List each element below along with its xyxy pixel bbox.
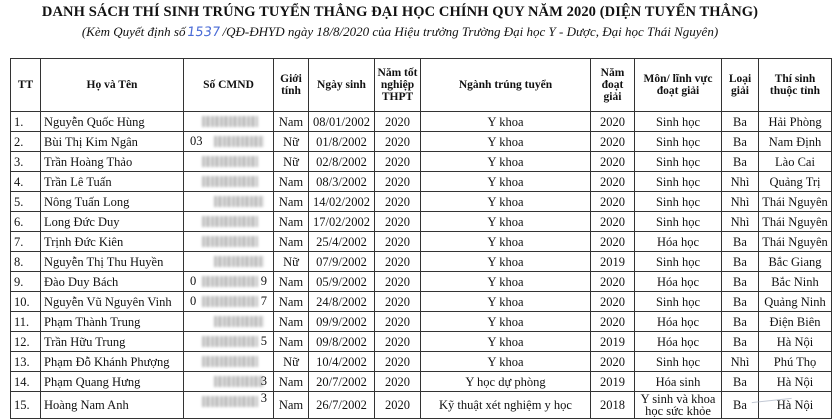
redacted-id-mark: [202, 356, 258, 367]
cell-name: Hoàng Nam Anh: [41, 392, 184, 419]
table-row: [11, 152, 832, 172]
cell-tt: 11.: [11, 312, 41, 332]
cell-grad-year: 2020: [375, 392, 421, 419]
cell-grad-year: 2020: [375, 252, 421, 272]
cell-dob: 10/4/2002: [309, 352, 375, 372]
cell-tt: 4.: [11, 172, 41, 192]
cell-major: Y khoa: [421, 192, 591, 212]
cell-tt: 7.: [11, 232, 41, 252]
cell-award-year: 2020: [591, 352, 635, 372]
cell-cmnd: [184, 232, 274, 252]
cell-dob: 09/9/2002: [309, 312, 375, 332]
cell-name: Trần Hữu Trung: [41, 332, 184, 352]
redacted-id-mark: [202, 216, 258, 227]
header-major: Ngành trúng tuyển: [421, 59, 591, 112]
cell-grad-year: 2020: [375, 272, 421, 292]
cell-name: Đào Duy Bách: [41, 272, 184, 292]
cell-subject: Hóa học: [635, 312, 722, 332]
cell-name: Trần Lê Tuấn: [41, 172, 184, 192]
cell-grad-year: 2020: [375, 352, 421, 372]
cell-award: Ba: [722, 272, 759, 292]
table-row: [11, 332, 832, 352]
cell-award-year: 2020: [591, 312, 635, 332]
table-row: [11, 172, 832, 192]
header-award: Loại giải: [722, 59, 759, 112]
header-tt: TT: [11, 59, 41, 112]
cell-award: Nhì: [722, 352, 759, 372]
cell-subject: Hóa học: [635, 272, 722, 292]
cell-major: Y khoa: [421, 332, 591, 352]
redacted-id-mark: [202, 176, 258, 187]
header-subject: Môn/ lĩnh vực đoạt giải: [635, 59, 722, 112]
cell-award-year: 2019: [591, 332, 635, 352]
cell-dob: 24/8/2002: [309, 292, 375, 312]
cell-gender: Nữ: [274, 252, 309, 272]
cell-award-year: 2020: [591, 152, 635, 172]
cell-grad-year: 2020: [375, 332, 421, 352]
cell-award: Nhì: [722, 192, 759, 212]
admission-table: [10, 58, 832, 419]
cell-province: Nam Định: [759, 132, 832, 152]
cell-province: Hà Nội: [759, 392, 832, 419]
cell-subject: Hóa học: [635, 332, 722, 352]
cell-grad-year: 2020: [375, 112, 421, 132]
cmnd-visible-prefix: 0: [190, 294, 197, 308]
header-award-year: Năm đoạt giải: [591, 59, 635, 112]
cell-subject: Sinh học: [635, 352, 722, 372]
cell-province: Lào Cai: [759, 152, 832, 172]
cell-award: Ba: [722, 132, 759, 152]
cell-subject: Y sinh và khoa học sức khỏe: [635, 392, 722, 419]
cell-subject: Sinh học: [635, 252, 722, 272]
cell-award-year: 2020: [591, 272, 635, 292]
cell-province: Thái Nguyên: [759, 192, 832, 212]
cell-major: Y khoa: [421, 252, 591, 272]
cell-tt: 14.: [11, 372, 41, 392]
cell-name: Phạm Quang Hưng: [41, 372, 184, 392]
header-province: Thí sinh thuộc tỉnh: [759, 59, 832, 112]
cell-dob: 08/3/2002: [309, 172, 375, 192]
table-row: [11, 112, 832, 132]
table-header-row: [11, 59, 832, 112]
table-row: [11, 392, 832, 419]
cell-gender: Nam: [274, 272, 309, 292]
cell-cmnd: [184, 252, 274, 272]
cell-cmnd: [184, 292, 274, 312]
cell-major: Y khoa: [421, 132, 591, 152]
redacted-id-mark: [214, 316, 264, 327]
cmnd-visible-suffix: 3: [260, 391, 267, 405]
cell-subject: Hóa sinh: [635, 372, 722, 392]
cell-major: Y học dự phòng: [421, 372, 591, 392]
cell-name: Phạm Đỗ Khánh Phượng: [41, 352, 184, 372]
cell-subject: Sinh học: [635, 152, 722, 172]
cell-province: Điện Biên: [759, 312, 832, 332]
cell-major: Y khoa: [421, 212, 591, 232]
cell-award-year: 2019: [591, 252, 635, 272]
cell-award-year: 2020: [591, 212, 635, 232]
cell-name: Long Đức Duy: [41, 212, 184, 232]
cell-award: Ba: [722, 112, 759, 132]
cell-name: Nguyễn Quốc Hùng: [41, 112, 184, 132]
redacted-id-mark: [202, 116, 258, 127]
cmnd-visible-suffix: 9: [260, 274, 267, 288]
cell-award: Ba: [722, 292, 759, 312]
cell-cmnd: [184, 372, 274, 392]
redacted-id-mark: [202, 396, 258, 407]
cell-grad-year: 2020: [375, 192, 421, 212]
cell-cmnd: [184, 312, 274, 332]
cell-subject: Sinh học: [635, 212, 722, 232]
cell-major: Y khoa: [421, 352, 591, 372]
redacted-id-mark: [202, 236, 258, 247]
table-row: [11, 252, 832, 272]
cell-province: Phú Thọ: [759, 352, 832, 372]
cmnd-visible-prefix: 0: [190, 274, 197, 288]
cell-province: Quảng Trị: [759, 172, 832, 192]
cell-award-year: 2020: [591, 132, 635, 152]
cell-province: Thái Nguyên: [759, 212, 832, 232]
cell-major: Kỹ thuật xét nghiệm y học: [421, 392, 591, 419]
cmnd-visible-suffix: 7: [260, 294, 267, 308]
cell-cmnd: [184, 272, 274, 292]
cell-gender: Nam: [274, 392, 309, 419]
cell-gender: Nam: [274, 112, 309, 132]
cell-award: Ba: [722, 232, 759, 252]
table-row: [11, 352, 832, 372]
cell-name: Trần Hoàng Thảo: [41, 152, 184, 172]
cell-award: Ba: [722, 152, 759, 172]
cell-gender: Nam: [274, 212, 309, 232]
subtitle-suffix: /QĐ-ĐHYD ngày 18/8/2020 của Hiệu trưởng Trường Đại học Y - Dược, Đại học Thái Nguyên): [222, 24, 719, 39]
cell-tt: 5.: [11, 192, 41, 212]
cell-tt: 9.: [11, 272, 41, 292]
cell-grad-year: 2020: [375, 152, 421, 172]
cell-dob: 17/02/2002: [309, 212, 375, 232]
redacted-id-mark: [202, 296, 258, 307]
cell-grad-year: 2020: [375, 172, 421, 192]
cell-award: Ba: [722, 392, 759, 419]
cell-major: Y khoa: [421, 172, 591, 192]
cell-gender: Nam: [274, 292, 309, 312]
cell-grad-year: 2020: [375, 232, 421, 252]
cell-award: Nhì: [722, 212, 759, 232]
cell-award: Ba: [722, 312, 759, 332]
cell-dob: 14/02/2002: [309, 192, 375, 212]
cell-grad-year: 2020: [375, 212, 421, 232]
cell-award: Nhì: [722, 172, 759, 192]
cell-major: Y khoa: [421, 152, 591, 172]
cell-major: Y khoa: [421, 312, 591, 332]
document-title: DANH SÁCH THÍ SINH TRÚNG TUYỂN THẲNG ĐẠI HỌC CHÍNH QUY NĂM 2020 (DIỆN TUYỂN THẲNG): [41, 4, 759, 20]
cell-cmnd: [184, 332, 274, 352]
cell-major: Y khoa: [421, 232, 591, 252]
cell-award-year: 2020: [591, 172, 635, 192]
cell-award: Ba: [722, 332, 759, 352]
cell-cmnd: [184, 392, 274, 419]
cell-dob: 08/01/2002: [309, 112, 375, 132]
header-gender: Giới tính: [274, 59, 309, 112]
cell-grad-year: 2020: [375, 312, 421, 332]
cell-dob: 07/9/2002: [309, 252, 375, 272]
cell-cmnd: [184, 352, 274, 372]
cell-cmnd: [184, 152, 274, 172]
redacted-id-mark: [214, 376, 264, 387]
redacted-id-mark: [214, 256, 264, 267]
cell-dob: 25/4/2002: [309, 232, 375, 252]
cell-grad-year: 2020: [375, 372, 421, 392]
cell-name: Trịnh Đức Kiên: [41, 232, 184, 252]
cell-subject: Sinh học: [635, 292, 722, 312]
cell-dob: 26/7/2002: [309, 392, 375, 419]
header-cmnd: Số CMND: [184, 59, 274, 112]
table-row: [11, 372, 832, 392]
cell-gender: Nam: [274, 312, 309, 332]
cell-province: Hà Nội: [759, 332, 832, 352]
table-row: [11, 272, 832, 292]
table-row: [11, 212, 832, 232]
cell-dob: 20/7/2002: [309, 372, 375, 392]
cell-grad-year: 2020: [375, 132, 421, 152]
document-subtitle: [0, 24, 800, 40]
table-row: [11, 232, 832, 252]
cmnd-visible-suffix: 5: [260, 334, 267, 348]
redacted-id-mark: [214, 196, 264, 207]
cell-cmnd: [184, 212, 274, 232]
cell-dob: 05/9/2002: [309, 272, 375, 292]
header-dob: Ngày sinh: [309, 59, 375, 112]
cell-award: Ba: [722, 252, 759, 272]
cell-cmnd: [184, 192, 274, 212]
cell-tt: 13.: [11, 352, 41, 372]
table-row: [11, 292, 832, 312]
cell-province: Quảng Ninh: [759, 292, 832, 312]
cell-tt: 10.: [11, 292, 41, 312]
cell-major: Y khoa: [421, 112, 591, 132]
table-row: [11, 192, 832, 212]
cell-award-year: 2020: [591, 232, 635, 252]
cell-name: Nông Tuấn Long: [41, 192, 184, 212]
cell-subject: Hóa học: [635, 232, 722, 252]
cell-subject: Sinh học: [635, 132, 722, 152]
cell-subject: Sinh học: [635, 172, 722, 192]
header-name: Họ và Tên: [41, 59, 184, 112]
cmnd-visible-suffix: 3: [260, 374, 267, 388]
cell-province: Hải Phòng: [759, 112, 832, 132]
cell-grad-year: 2020: [375, 292, 421, 312]
cell-tt: 15.: [11, 392, 41, 419]
cell-tt: 1.: [11, 112, 41, 132]
cell-name: Nguyễn Vũ Nguyên Vinh: [41, 292, 184, 312]
cell-award-year: 2018: [591, 392, 635, 419]
cell-name: Bùi Thị Kim Ngân: [41, 132, 184, 152]
cell-dob: 09/8/2002: [309, 332, 375, 352]
redacted-id-mark: [202, 156, 258, 167]
cell-tt: 8.: [11, 252, 41, 272]
cell-province: Bắc Giang: [759, 252, 832, 272]
cell-name: Nguyễn Thị Thu Huyền: [41, 252, 184, 272]
cell-gender: Nam: [274, 332, 309, 352]
subtitle-prefix: (Kèm Quyết định số: [81, 24, 186, 39]
header-grad-year: Năm tốt nghiệp THPT: [375, 59, 421, 112]
cell-award: Ba: [722, 372, 759, 392]
cell-major: Y khoa: [421, 292, 591, 312]
cell-tt: 2.: [11, 132, 41, 152]
cell-gender: Nam: [274, 232, 309, 252]
cell-gender: Nam: [274, 172, 309, 192]
handwritten-decision-number: 1537: [186, 25, 222, 40]
table-row: [11, 132, 832, 152]
cell-gender: Nam: [274, 372, 309, 392]
redacted-id-mark: [202, 336, 258, 347]
cell-name: Phạm Thành Trung: [41, 312, 184, 332]
cell-gender: Nam: [274, 192, 309, 212]
cell-gender: Nữ: [274, 352, 309, 372]
cell-province: Hà Nội: [759, 372, 832, 392]
cell-gender: Nữ: [274, 132, 309, 152]
redacted-id-mark: [214, 136, 264, 147]
redacted-id-mark: [202, 276, 258, 287]
cell-tt: 6.: [11, 212, 41, 232]
cell-cmnd: [184, 112, 274, 132]
cell-gender: Nữ: [274, 152, 309, 172]
cell-award-year: 2020: [591, 292, 635, 312]
cmnd-visible-prefix: 03: [190, 134, 203, 148]
cell-subject: Sinh học: [635, 192, 722, 212]
cell-dob: 02/8/2002: [309, 152, 375, 172]
table-body: [11, 112, 832, 419]
cell-award-year: 2020: [591, 112, 635, 132]
cell-tt: 3.: [11, 152, 41, 172]
cell-cmnd: [184, 132, 274, 152]
cell-award-year: 2020: [591, 192, 635, 212]
cell-dob: 01/8/2002: [309, 132, 375, 152]
cell-province: Bắc Ninh: [759, 272, 832, 292]
cell-tt: 12.: [11, 332, 41, 352]
cell-subject: Sinh học: [635, 112, 722, 132]
cell-major: Y khoa: [421, 272, 591, 292]
table-row: [11, 312, 832, 332]
cell-province: Thái Nguyên: [759, 232, 832, 252]
cell-cmnd: [184, 172, 274, 192]
cell-award-year: 2019: [591, 372, 635, 392]
